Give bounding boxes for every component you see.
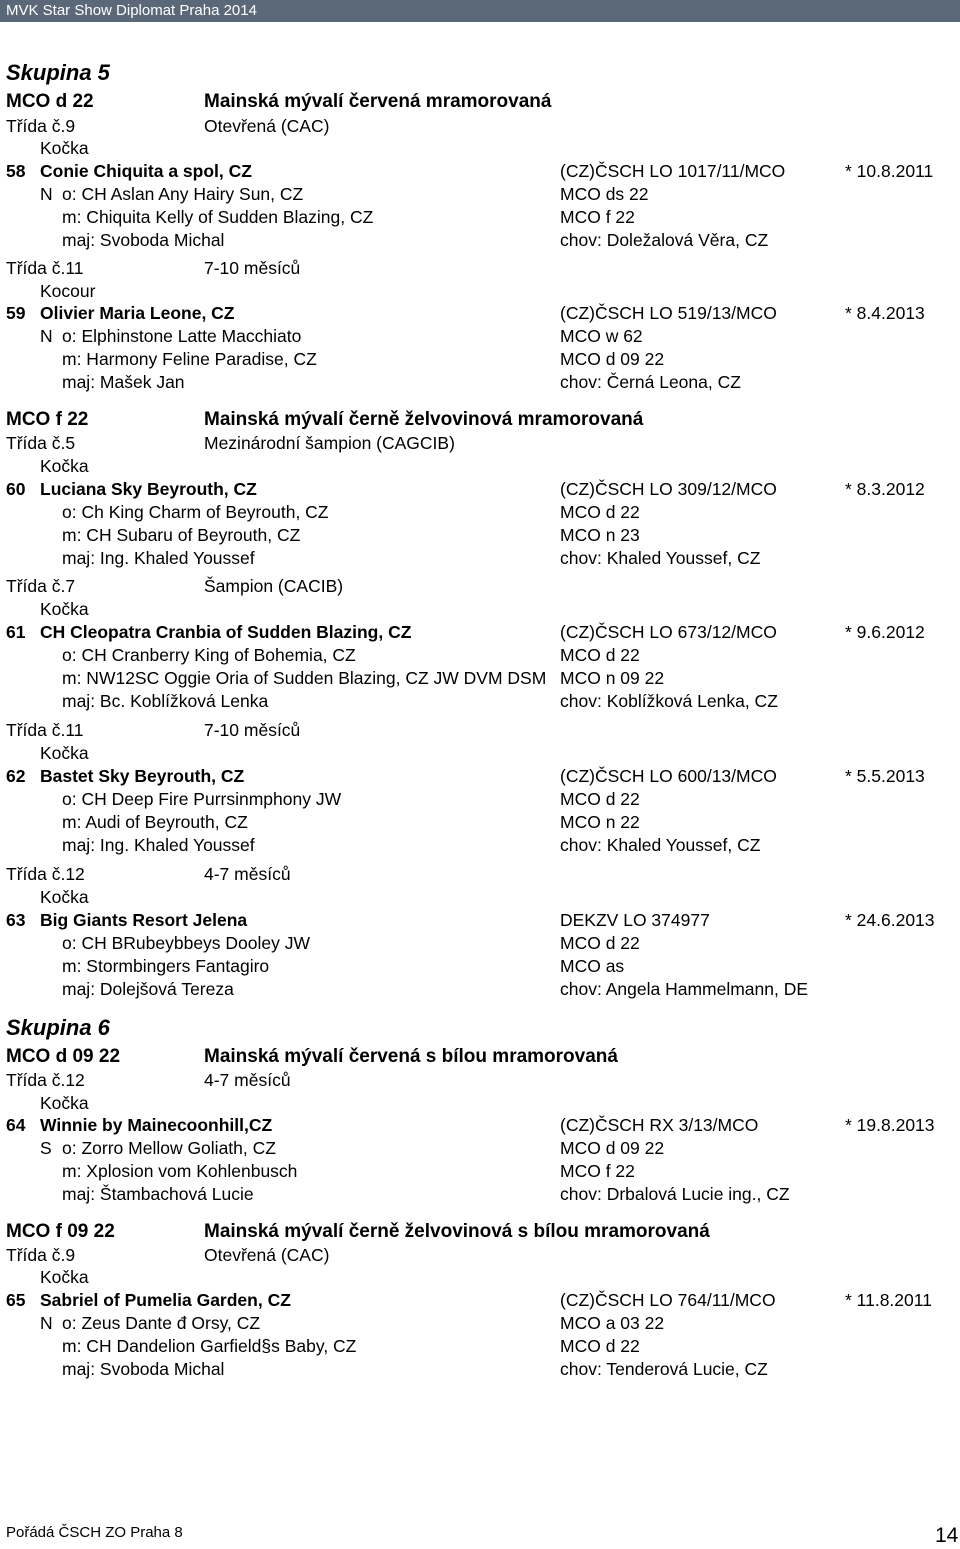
- entry-number: 65: [6, 1290, 26, 1310]
- entry-cat-name: CH Cleopatra Cranbia of Sudden Blazing, CZ: [40, 622, 412, 642]
- entry-mother-ems: MCO d 22: [560, 1336, 640, 1356]
- entry-father: o: CH Deep Fire Purrsinmphony JW: [62, 789, 342, 809]
- entry-mother: m: CH Dandelion Garfield§s Baby, CZ: [62, 1336, 357, 1356]
- breed-name: Mainská mývalí černě želvovinová mramorovaná: [204, 409, 644, 430]
- entry-mother-ems: MCO as: [560, 956, 625, 976]
- group-title: Skupina 5: [6, 60, 110, 85]
- entry-number: 60: [6, 479, 26, 499]
- entry-cat-name: Big Giants Resort Jelena: [40, 910, 248, 930]
- entry-mark: S: [40, 1138, 52, 1158]
- entry-owner: maj: Štambachová Lucie: [62, 1184, 254, 1204]
- entry-number: 63: [6, 910, 26, 930]
- entry-father-ems: MCO a 03 22: [560, 1313, 665, 1333]
- class-description: Otevřená (CAC): [204, 1245, 330, 1265]
- entry-birth-date: * 19.8.2013: [845, 1115, 935, 1135]
- entry-mother: m: NW12SC Oggie Oria of Sudden Blazing, CZ JW DVM DSM: [62, 668, 547, 688]
- entry-cat-name: Sabriel of Pumelia Garden, CZ: [40, 1290, 291, 1310]
- breed-name: Mainská mývalí červená s bílou mramorovaná: [204, 1046, 618, 1067]
- entry-breeder: chov: Koblížková Lenka, CZ: [560, 691, 778, 711]
- class-sex: Kocour: [40, 281, 96, 301]
- entry-father-ems: MCO d 09 22: [560, 1138, 665, 1158]
- entry-registration: (CZ)ČSCH LO 1017/11/MCO: [560, 161, 786, 181]
- entry-father: o: Zeus Dante đ Orsy, CZ: [62, 1313, 261, 1333]
- entry-father: o: Zorro Mellow Goliath, CZ: [62, 1138, 276, 1158]
- entry-breeder: chov: Angela Hammelmann, DE: [560, 979, 809, 999]
- entry-father: o: CH BRubeybbeys Dooley JW: [62, 933, 311, 953]
- entry-father: o: CH Cranberry King of Bohemia, CZ: [62, 645, 356, 665]
- entry-number: 59: [6, 303, 26, 323]
- page-number: 14: [935, 1524, 959, 1547]
- entry-birth-date: * 24.6.2013: [845, 910, 935, 930]
- class-label: Třída č.5: [6, 433, 76, 453]
- class-description: 4-7 měsíců: [204, 1070, 291, 1090]
- entry-father-ems: MCO w 62: [560, 326, 643, 346]
- entry-mother: m: Chiquita Kelly of Sudden Blazing, CZ: [62, 207, 374, 227]
- entry-registration: (CZ)ČSCH LO 600/13/MCO: [560, 766, 777, 786]
- entry-registration: (CZ)ČSCH RX 3/13/MCO: [560, 1115, 759, 1135]
- entry-mother: m: Harmony Feline Paradise, CZ: [62, 349, 317, 369]
- group-title: Skupina 6: [6, 1015, 110, 1040]
- entry-breeder: chov: Khaled Youssef, CZ: [560, 835, 761, 855]
- class-sex: Kočka: [40, 456, 89, 476]
- entry-father-ems: MCO ds 22: [560, 184, 649, 204]
- class-label: Třída č.11: [6, 720, 84, 740]
- entry-mother-ems: MCO f 22: [560, 1161, 635, 1181]
- class-description: 4-7 měsíců: [204, 864, 291, 884]
- class-description: Otevřená (CAC): [204, 116, 330, 136]
- class-sex: Kočka: [40, 743, 89, 763]
- class-sex: Kočka: [40, 1267, 89, 1287]
- entry-owner: maj: Dolejšová Tereza: [62, 979, 234, 999]
- entry-number: 61: [6, 622, 26, 642]
- entry-father: o: CH Aslan Any Hairy Sun, CZ: [62, 184, 304, 204]
- entry-number: 62: [6, 766, 26, 786]
- entry-mother-ems: MCO n 23: [560, 525, 640, 545]
- entry-registration: (CZ)ČSCH LO 764/11/MCO: [560, 1290, 776, 1310]
- breed-code: MCO d 22: [6, 91, 94, 112]
- class-description: Mezinárodní šampion (CAGCIB): [204, 433, 455, 453]
- entry-birth-date: * 5.5.2013: [845, 766, 925, 786]
- breed-code: MCO f 22: [6, 409, 89, 430]
- class-label: Třída č.9: [6, 1245, 76, 1265]
- entry-mark: N: [40, 1313, 53, 1333]
- class-sex: Kočka: [40, 1093, 89, 1113]
- entry-father-ems: MCO d 22: [560, 502, 640, 522]
- entry-father: o: Elphinstone Latte Macchiato: [62, 326, 302, 346]
- entry-breeder: chov: Khaled Youssef, CZ: [560, 548, 761, 568]
- entry-mother: m: Stormbingers Fantagiro: [62, 956, 270, 976]
- entry-number: 64: [6, 1115, 26, 1135]
- entry-mark: N: [40, 326, 53, 346]
- class-label: Třída č.11: [6, 258, 84, 278]
- entry-mother: m: Xplosion vom Kohlenbusch: [62, 1161, 298, 1181]
- class-label: Třída č.12: [6, 1070, 85, 1090]
- entry-father-ems: MCO d 22: [560, 789, 640, 809]
- entry-owner: maj: Svoboda Michal: [62, 1359, 225, 1379]
- entry-number: 58: [6, 161, 26, 181]
- entry-mother: m: CH Subaru of Beyrouth, CZ: [62, 525, 301, 545]
- entry-birth-date: * 8.4.2013: [845, 303, 925, 323]
- entry-cat-name: Winnie by Mainecoonhill,CZ: [40, 1115, 273, 1135]
- breed-code: MCO f 09 22: [6, 1221, 115, 1242]
- entry-owner: maj: Bc. Koblížková Lenka: [62, 691, 269, 711]
- page-header-title: MVK Star Show Diplomat Praha 2014: [6, 2, 257, 19]
- entry-breeder: chov: Doležalová Věra, CZ: [560, 230, 769, 250]
- entry-registration: (CZ)ČSCH LO 519/13/MCO: [560, 303, 777, 323]
- entry-owner: maj: Ing. Khaled Youssef: [62, 548, 255, 568]
- entry-father: o: Ch King Charm of Beyrouth, CZ: [62, 502, 329, 522]
- entry-cat-name: Bastet Sky Beyrouth, CZ: [40, 766, 245, 786]
- entry-mother: m: Audi of Beyrouth, CZ: [62, 812, 248, 832]
- entry-birth-date: * 9.6.2012: [845, 622, 925, 642]
- class-label: Třída č.7: [6, 576, 76, 596]
- footer-organizer: Pořádá ČSCH ZO Praha 8: [6, 1524, 183, 1541]
- breed-name: Mainská mývalí červená mramorovaná: [204, 91, 552, 112]
- entry-mother-ems: MCO f 22: [560, 207, 635, 227]
- entry-breeder: chov: Tenderová Lucie, CZ: [560, 1359, 768, 1379]
- class-sex: Kočka: [40, 599, 89, 619]
- breed-name: Mainská mývalí černě želvovinová s bílou mramorovaná: [204, 1221, 710, 1242]
- entry-mother-ems: MCO n 09 22: [560, 668, 665, 688]
- entry-registration: DEKZV LO 374977: [560, 910, 710, 930]
- class-description: Šampion (CACIB): [204, 576, 344, 596]
- class-label: Třída č.12: [6, 864, 85, 884]
- entry-owner: maj: Svoboda Michal: [62, 230, 225, 250]
- entry-mother-ems: MCO d 09 22: [560, 349, 665, 369]
- entry-breeder: chov: Černá Leona, CZ: [560, 372, 741, 392]
- entry-cat-name: Conie Chiquita a spol, CZ: [40, 161, 252, 181]
- entry-mother-ems: MCO n 22: [560, 812, 640, 832]
- entry-cat-name: Olivier Maria Leone, CZ: [40, 303, 235, 323]
- class-description: 7-10 měsíců: [204, 720, 301, 740]
- entry-registration: (CZ)ČSCH LO 673/12/MCO: [560, 622, 777, 642]
- entry-mark: N: [40, 184, 53, 204]
- entry-birth-date: * 8.3.2012: [845, 479, 925, 499]
- entry-father-ems: MCO d 22: [560, 933, 640, 953]
- entry-cat-name: Luciana Sky Beyrouth, CZ: [40, 479, 257, 499]
- entry-birth-date: * 10.8.2011: [845, 161, 934, 181]
- entry-owner: maj: Ing. Khaled Youssef: [62, 835, 255, 855]
- entry-registration: (CZ)ČSCH LO 309/12/MCO: [560, 479, 777, 499]
- entry-father-ems: MCO d 22: [560, 645, 640, 665]
- entry-breeder: chov: Drbalová Lucie ing., CZ: [560, 1184, 790, 1204]
- class-description: 7-10 měsíců: [204, 258, 301, 278]
- entry-birth-date: * 11.8.2011: [845, 1290, 932, 1310]
- entry-owner: maj: Mašek Jan: [62, 372, 185, 392]
- class-sex: Kočka: [40, 138, 89, 158]
- breed-code: MCO d 09 22: [6, 1046, 121, 1067]
- class-sex: Kočka: [40, 887, 89, 907]
- class-label: Třída č.9: [6, 116, 76, 136]
